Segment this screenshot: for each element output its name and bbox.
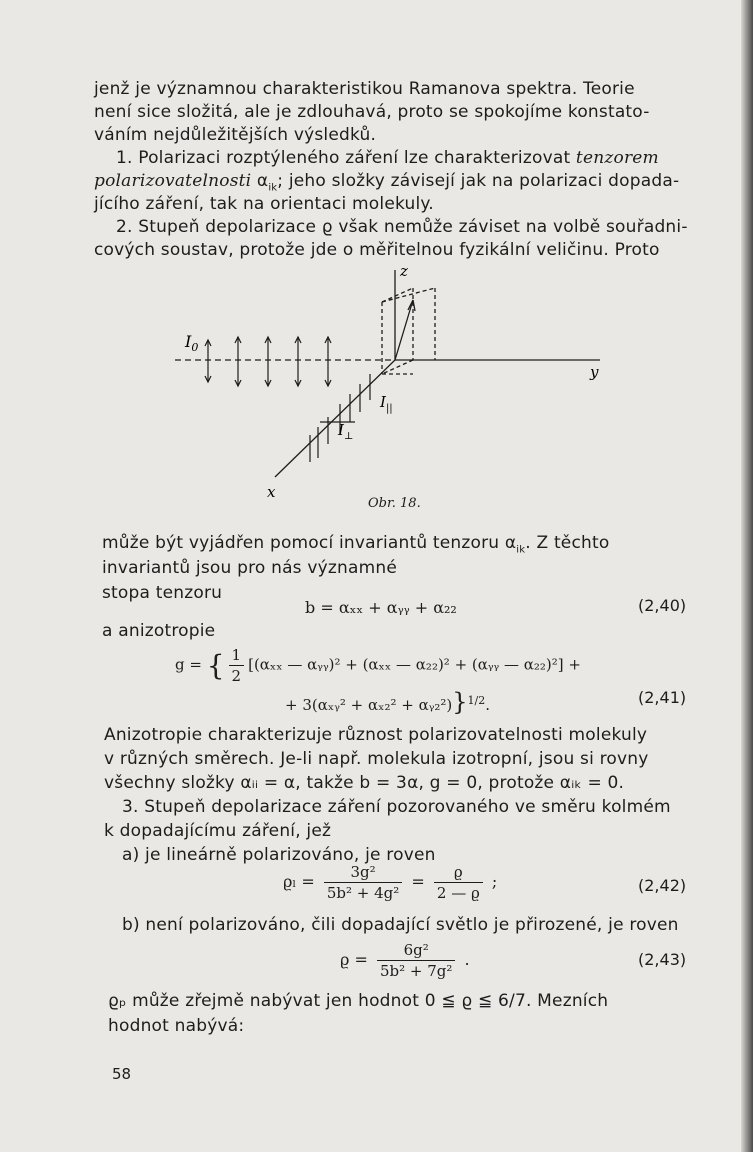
text-line: ϱₚ může zřejmě nabývat jen hodnot 0 ≦ ϱ ≦ 6/7. Mezních	[108, 991, 609, 1011]
equation-number: (2,43)	[638, 950, 687, 969]
subscript: ik	[268, 182, 278, 194]
fraction	[324, 862, 402, 903]
text-line: všechny složky αᵢᵢ = α, takže b = 3α, g = 0, protože αᵢₖ = 0.	[104, 773, 625, 793]
denominator: 2	[231, 667, 242, 685]
denominator: 2 — ϱ	[436, 884, 480, 902]
text-line: jenž je významnou charakteristikou Ramanova spektra. Teorie	[94, 79, 635, 99]
text: ϱ =	[340, 950, 368, 969]
item-1-line-1	[116, 147, 659, 169]
text: ;	[491, 872, 498, 891]
equation-2-40: b = αₓₓ + αᵧᵧ + α₂₂	[305, 598, 457, 617]
scan-edge	[741, 0, 753, 1152]
text-line: Anizotropie charakterizuje různost polarizovatelnosti molekuly	[104, 725, 648, 745]
text: může být vyjádřen pomocí invariantů tenzoru α	[102, 533, 517, 553]
equation-2-41-line-2	[285, 688, 490, 716]
text: =	[411, 872, 425, 891]
text-line: není sice složitá, ale je zdlouhavá, proto se spokojíme konstato-	[94, 102, 650, 122]
term-tenzorem: tenzorem	[575, 148, 659, 168]
fraction	[434, 862, 483, 903]
text-line: stopa tenzoru	[102, 583, 223, 603]
equation-number: (2,41)	[638, 688, 687, 707]
denominator: 5b² + 4g²	[326, 884, 400, 902]
text-line: invariantů jsou pro nás významné	[102, 558, 397, 578]
text-line: v různých směrech. Je-li např. molekula izotropní, jsou si rovny	[104, 749, 649, 769]
label-i-parallel: $I_{||}$	[380, 393, 393, 414]
numerator: 3g²	[324, 862, 402, 883]
label-x: x	[267, 483, 276, 501]
text-line: b) není polarizováno, čili dopadající světlo je přirozené, je roven	[122, 915, 679, 935]
numerator: 1	[229, 645, 245, 666]
denominator: 5b² + 7g²	[380, 962, 453, 980]
fraction	[377, 940, 455, 981]
incident-polarization-arrows	[205, 337, 331, 386]
label-i-perpendicular: $I_\perp$	[338, 421, 354, 442]
figure-caption: Obr. 18.	[368, 496, 421, 511]
equation-2-43	[340, 940, 470, 981]
text-line: k dopadajícímu záření, jež	[104, 821, 332, 841]
equation-number: (2,42)	[638, 876, 687, 895]
brace: {	[206, 649, 225, 682]
numerator: ϱ	[434, 862, 483, 883]
page-number: 58	[112, 1065, 132, 1083]
text: [(αₓₓ — αᵧᵧ)² + (αₓₓ — α₂₂)² + (αᵧᵧ — α₂₂)²] +	[248, 655, 581, 674]
subscript: ik	[516, 544, 526, 556]
numerator: 6g²	[377, 940, 455, 961]
text: .	[485, 696, 491, 714]
text: ϱₗ =	[283, 872, 315, 891]
text-line: 3. Stupeň depolarizace záření pozorovaného ve směru kolmém	[122, 797, 671, 817]
equation-number: (2,40)	[638, 596, 687, 615]
dashed-box	[382, 288, 435, 374]
text: ; jeho složky závisejí jak na polarizaci dopada-	[277, 171, 680, 191]
equation-2-41-line-1	[175, 645, 581, 686]
text-line: váním nejdůležitějších výsledků.	[94, 125, 377, 145]
term-polarizovatelnosti: polarizovatelnosti	[94, 171, 252, 191]
text: g =	[175, 655, 207, 674]
scattered-arrows	[310, 374, 370, 462]
text: . Z těchto	[525, 533, 610, 553]
equation-2-42	[283, 862, 497, 903]
x-axis	[275, 360, 395, 477]
text: 1. Polarizaci rozptýleného záření lze charakterizovat	[116, 148, 576, 168]
text-line: 2. Stupeň depolarizace ϱ však nemůže záviset na volbě souřadni-	[116, 217, 688, 237]
text: .	[464, 950, 470, 969]
label-z: z	[400, 262, 408, 280]
exponent: 1/2	[467, 694, 486, 707]
text-line: a anizotropie	[102, 621, 216, 641]
text: α	[251, 171, 269, 191]
label-i0: $I_0$	[185, 332, 199, 354]
dipole-vector	[395, 300, 413, 360]
text-line: hodnot nabývá:	[108, 1016, 245, 1036]
text-line: a) je lineárně polarizováno, je roven	[122, 845, 436, 865]
item-1-line-3: jícího záření, tak na orientaci molekuly.	[94, 194, 434, 214]
text: + 3(αₓᵧ² + αₓ₂² + αᵧ₂²)	[285, 696, 453, 714]
figure-18	[170, 262, 650, 502]
label-y: y	[590, 363, 599, 381]
fraction-half	[229, 645, 245, 686]
text-line: cových soustav, protože jde o měřitelnou fyzikální veličinu. Proto	[94, 240, 660, 260]
brace: }	[452, 688, 468, 716]
